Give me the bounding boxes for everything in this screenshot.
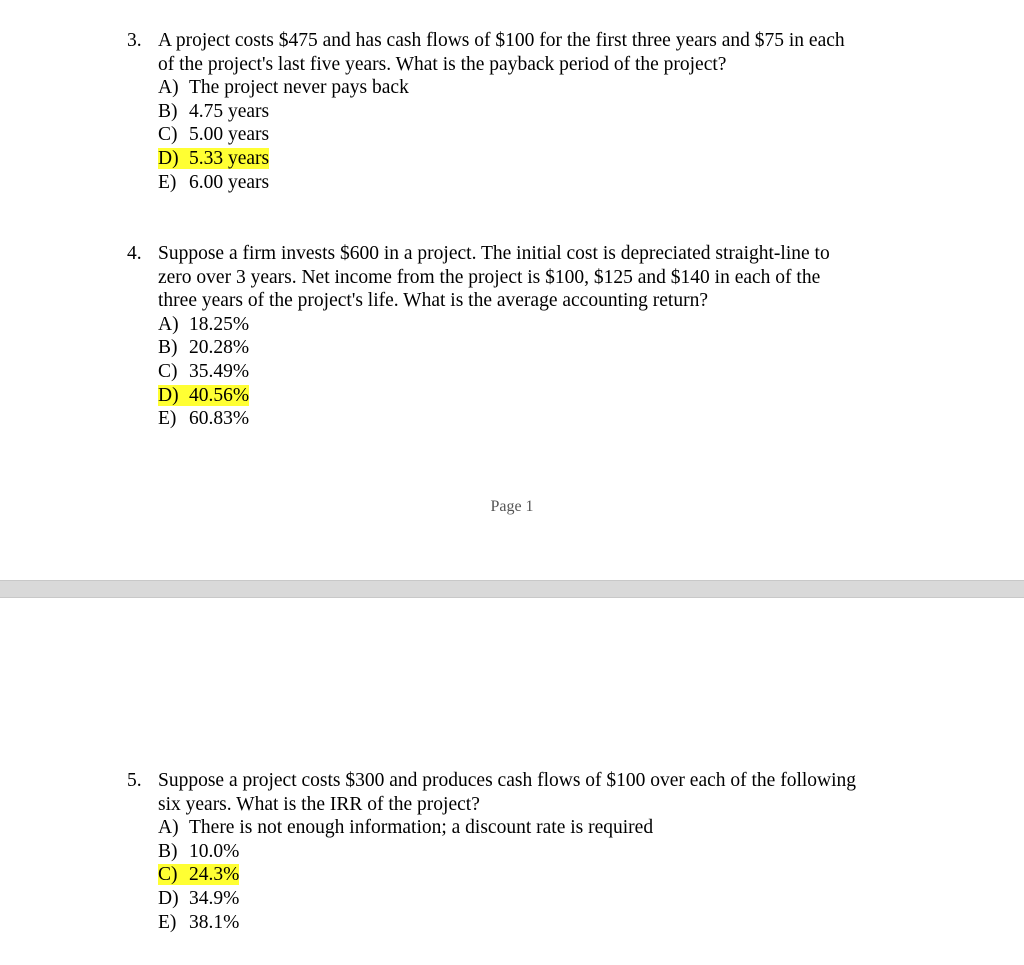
option-text: 18.25% <box>189 313 250 335</box>
option-text: 5.00 years <box>189 124 270 146</box>
question-number: 5. <box>127 770 142 791</box>
highlighted-answer <box>158 148 269 169</box>
option-letter: D) <box>158 384 179 406</box>
question-text: zero over 3 years. Net income from the project is $100, $125 and $140 in each of the <box>158 266 821 288</box>
option-letter: E) <box>158 171 177 193</box>
answer-option-b <box>127 100 845 124</box>
option-letter: E) <box>158 911 177 933</box>
answer-option-d-highlighted <box>127 384 830 408</box>
option-text: The project never pays back <box>189 77 409 99</box>
question-line <box>127 289 830 313</box>
answer-option-a <box>127 76 845 100</box>
answer-option-c <box>127 360 830 384</box>
question-text: six years. What is the IRR of the project? <box>158 793 480 815</box>
question-text: of the project's last five years. What is the payback period of the project? <box>158 53 727 75</box>
page-separator <box>0 580 1024 598</box>
option-letter: A) <box>158 77 179 99</box>
option-text: 34.9% <box>189 887 240 909</box>
question-line <box>127 53 845 77</box>
option-letter: D) <box>158 147 179 169</box>
question-4 <box>127 242 830 431</box>
answer-option-d <box>127 887 856 911</box>
option-letter: B) <box>158 100 178 122</box>
question-3 <box>127 29 845 194</box>
question-number: 3. <box>127 30 142 51</box>
answer-option-b <box>127 840 856 864</box>
option-letter: C) <box>158 360 178 382</box>
option-text: 20.28% <box>189 337 250 359</box>
answer-option-b <box>127 336 830 360</box>
option-text: There is not enough information; a discount rate is required <box>189 817 654 839</box>
option-letter: C) <box>158 864 178 886</box>
question-line <box>127 242 830 266</box>
option-text: 4.75 years <box>189 100 270 122</box>
option-text: 38.1% <box>189 911 240 933</box>
answer-option-e <box>127 171 845 195</box>
question-text: A project costs $475 and has cash flows of $100 for the first three years and $75 in each <box>158 30 845 51</box>
highlighted-answer <box>158 385 249 406</box>
option-text: 6.00 years <box>189 171 270 193</box>
answer-option-c <box>127 123 845 147</box>
highlighted-answer <box>158 864 239 885</box>
option-text: 35.49% <box>189 360 250 382</box>
question-line <box>127 29 845 53</box>
option-letter: B) <box>158 840 178 862</box>
page-number-footer: Page 1 <box>490 498 534 515</box>
option-text: 24.3% <box>189 864 240 886</box>
question-text: three years of the project's life. What is the average accounting return? <box>158 290 708 312</box>
option-letter: A) <box>158 313 179 335</box>
option-letter: E) <box>158 408 177 430</box>
option-text: 40.56% <box>189 384 250 406</box>
question-text: Suppose a project costs $300 and produces cash flows of $100 over each of the following <box>158 770 857 791</box>
answer-option-d-highlighted <box>127 147 845 171</box>
question-text: Suppose a firm invests $600 in a project. The initial cost is depreciated straight-line to <box>158 243 830 264</box>
option-letter: D) <box>158 887 179 909</box>
option-letter: B) <box>158 337 178 359</box>
option-letter: A) <box>158 817 179 839</box>
question-line <box>127 769 856 793</box>
answer-option-e <box>127 407 830 431</box>
question-line <box>127 793 856 817</box>
option-text: 60.83% <box>189 408 250 430</box>
question-5 <box>127 769 856 934</box>
question-line <box>127 266 830 290</box>
option-text: 5.33 years <box>189 147 270 169</box>
answer-option-a <box>127 816 856 840</box>
answer-option-c-highlighted <box>127 863 856 887</box>
question-number: 4. <box>127 243 142 264</box>
answer-option-a <box>127 313 830 337</box>
document-page-2 <box>0 598 1024 965</box>
option-letter: C) <box>158 124 178 146</box>
answer-option-e <box>127 911 856 935</box>
option-text: 10.0% <box>189 840 240 862</box>
